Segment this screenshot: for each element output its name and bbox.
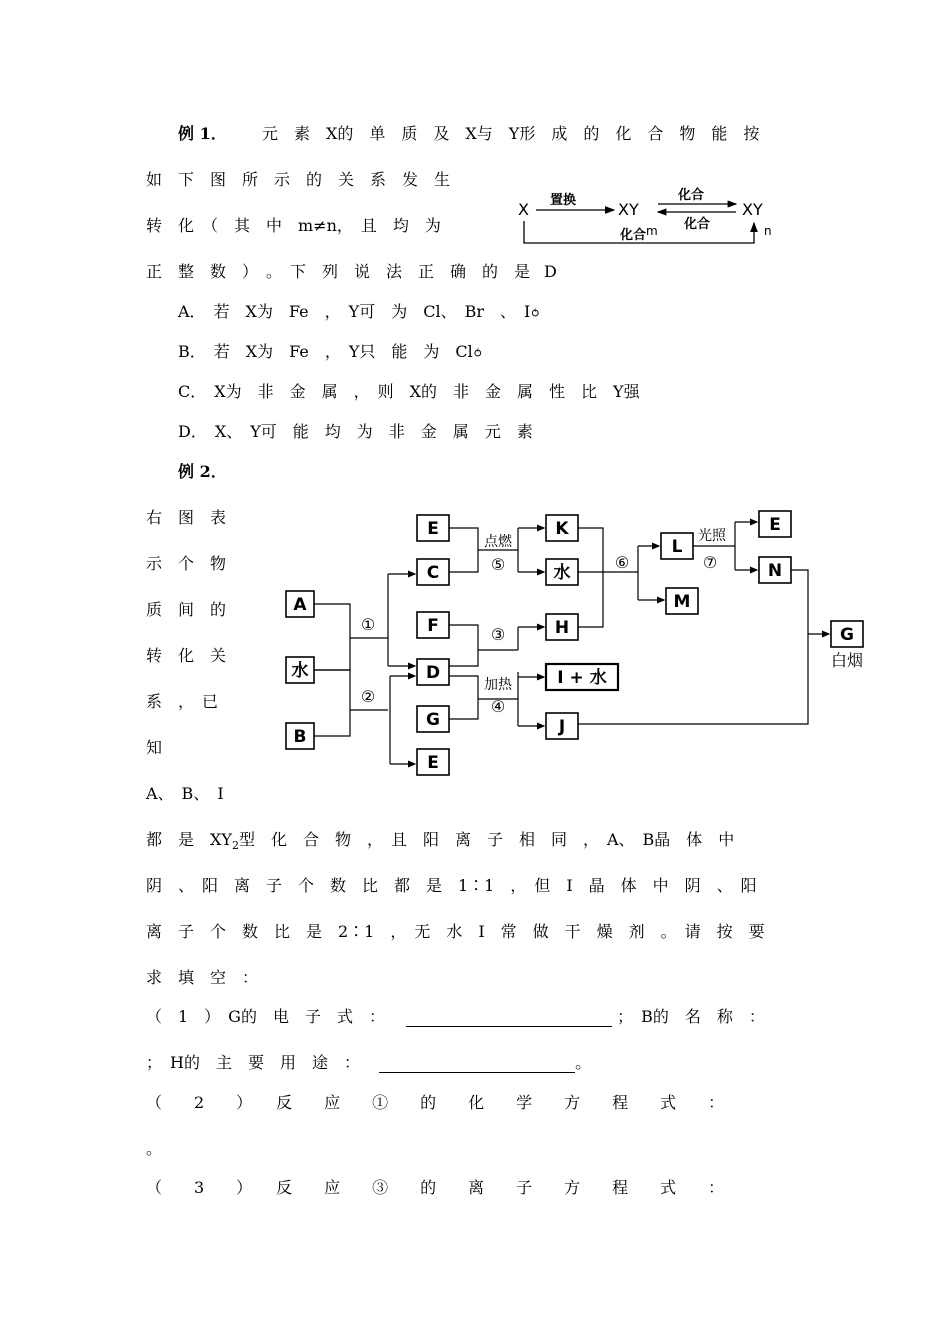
- diagram-sub-m: m: [646, 224, 658, 238]
- option-b[interactable]: B． 若 X为 Fe ， Y只 能 为 Cl⥀: [178, 342, 483, 361]
- condition-heat: 加热: [484, 677, 512, 693]
- option-a[interactable]: A． 若 X为 Fe ， Y可 为 Cl、 Br 、 I⥀: [178, 302, 541, 321]
- side-text-6: 知: [146, 738, 163, 757]
- question-1-line2: ； H的 主 要 用 途 ： 。: [146, 1053, 592, 1072]
- label-C: C: [426, 563, 440, 583]
- reaction-7: ⑦: [702, 553, 718, 572]
- example2-line1: 都 是 $XY_2$型 化 合 物 ， 且 阳 离 子 相 同 ， A、 B晶 体 中: [146, 830, 735, 853]
- side-text-ab: A、 B、 I: [146, 784, 224, 803]
- label-A: A: [293, 595, 307, 615]
- example2-flow-diagram: [280, 500, 870, 785]
- answer-blank-g[interactable]: [406, 1026, 612, 1027]
- label-white-smoke: 白烟: [830, 651, 864, 670]
- diagram-x: X: [518, 200, 529, 219]
- condition-ignite: 点燃: [484, 534, 512, 550]
- label-combine-top: 化合: [678, 188, 705, 203]
- example1-stem-line4: [146, 259, 557, 282]
- label-E3: E: [769, 515, 781, 535]
- example1-answer: D: [544, 262, 557, 281]
- example1-stem-line1: 元 素 X的 单 质 及 X与 Y形 成 的 化 合 物 能 按: [262, 124, 760, 143]
- label-F: F: [427, 616, 439, 636]
- reaction-5: ⑤: [490, 555, 506, 574]
- example1-heading: 例 1．: [178, 124, 227, 143]
- condition-light: 光照: [698, 528, 726, 544]
- label-replace: 置换: [550, 193, 577, 208]
- label-K: K: [555, 519, 569, 539]
- label-I-water: I + 水: [557, 668, 607, 688]
- side-text-4: 转 化 关: [146, 646, 227, 665]
- label-J: J: [558, 717, 566, 737]
- label-combine-mid: 化合: [684, 217, 711, 232]
- label-G: G: [426, 710, 440, 730]
- label-D: D: [425, 663, 441, 683]
- reaction-6: ⑥: [614, 553, 630, 572]
- example1-stem-line2: 如 下 图 所 示 的 关 系 发 生: [146, 170, 451, 189]
- example2-line3: 离 子 个 数 比 是 2∶1 ， 无 水 I 常 做 干 燥 剂 。 请 按 要: [146, 922, 765, 941]
- diagram-xyn: XY: [742, 200, 763, 219]
- label-G2: G: [840, 625, 854, 645]
- reaction-1: ①: [360, 615, 376, 634]
- example1-stem-text: 正 整 数 ） 。 下 列 说 法 正 确 的 是: [146, 262, 531, 281]
- diagram-xym: XY: [618, 200, 639, 219]
- side-text-1: 右 图 表: [146, 508, 227, 527]
- label-M: M: [673, 592, 691, 612]
- reaction-3: ③: [490, 625, 506, 644]
- reaction-2: ②: [360, 687, 376, 706]
- label-N: N: [767, 561, 783, 581]
- side-text-2: 示 个 物: [146, 554, 227, 573]
- label-E2: E: [427, 753, 439, 773]
- diagram-sub-n: n: [764, 224, 772, 238]
- question-1-line1: （ 1 ） G的 电 子 式 ： ； B的 名 称 ：: [146, 1007, 765, 1026]
- example2-heading: 例 2．: [178, 462, 227, 481]
- reaction-4: ④: [490, 697, 506, 716]
- example2-line4: 求 填 空 ：: [146, 968, 259, 987]
- question-2-end: 。: [146, 1139, 163, 1158]
- label-B: B: [293, 727, 307, 747]
- label-water2: 水: [553, 563, 571, 583]
- option-d[interactable]: D． X、 Y可 能 均 为 非 金 属 元 素: [178, 422, 533, 441]
- curl-icon: ⥀: [472, 346, 483, 360]
- label-H: H: [554, 618, 570, 638]
- label-combine-bottom: 化合: [620, 228, 647, 243]
- curl-icon: ⥀: [530, 306, 541, 320]
- example1-stem-line3: 转 化 （ 其 中 m≠n， 且 均 为: [146, 216, 441, 235]
- option-c[interactable]: C． X为 非 金 属 ， 则 X的 非 金 属 性 比 Y强: [178, 382, 640, 401]
- side-text-3: 质 间 的: [146, 600, 227, 619]
- label-water1: 水: [291, 661, 309, 681]
- label-E1: E: [427, 519, 439, 539]
- example1-diagram: [510, 185, 800, 250]
- label-L: L: [671, 537, 683, 557]
- answer-blank-h[interactable]: [379, 1072, 575, 1073]
- question-3: （ 3 ） 反 应 ③ 的 离 子 方 程 式 ：: [146, 1178, 725, 1197]
- example2-line2: 阴 、 阳 离 子 个 数 比 都 是 1∶1 ， 但 I 晶 体 中 阴 、 阳: [146, 876, 757, 895]
- question-2: （ 2 ） 反 应 ① 的 化 学 方 程 式 ：: [146, 1093, 725, 1112]
- side-text-5: 系 ， 已: [146, 692, 219, 711]
